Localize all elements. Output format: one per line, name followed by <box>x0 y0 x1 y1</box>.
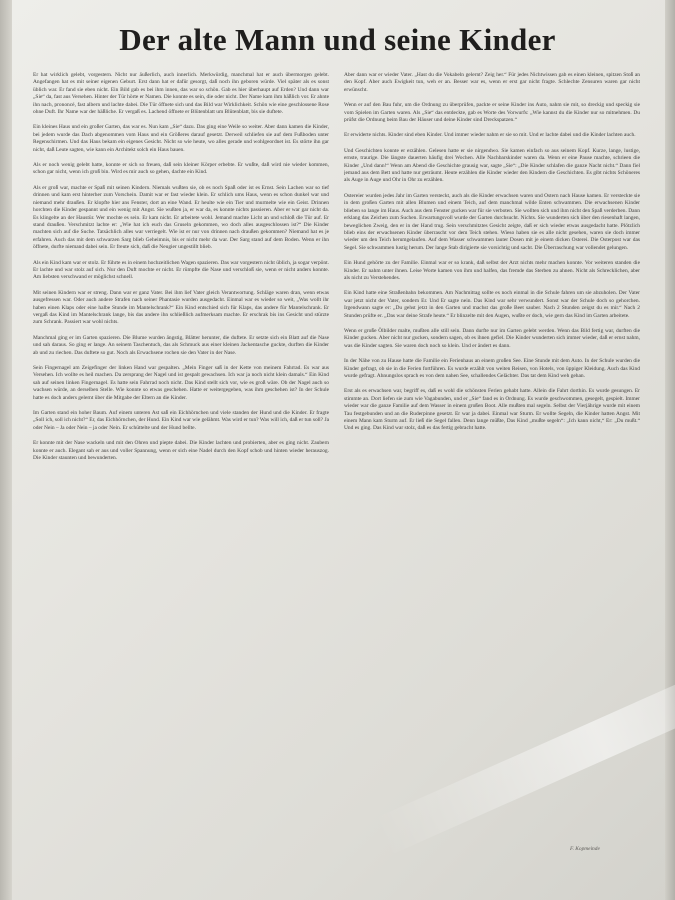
author-signature: F. Kopmeinde <box>570 846 600 852</box>
paragraph: Erst als es erwachsen war, begriff es, daß es wohl die schönsten Ferien gehabt hatte. Allein die Fahrt dorthin. Es wurde gesungen. Er stimmte an. Dort liefen sie zum wie Vagabunden, und er „Sie“ fand es in Ordnung. Es wurde geschwommen, gesegelt, gespielt. Immer wieder war die ganze Familie auf dem Wasser in einem großen Boot. Alle mußten mal segeln. Selbst der Vierjährige wurde mit einem Tau festgebunden und an die Ruderpinne gesetzt. Er war ja dabei. Einmal war Sturm. Er wollte Segeln, die Kinder hatten Angst. Mit einem Mann kam Sturm auf. Er ließ die Segel fallen. Denn lange müßte, Das Kind „mußte segeln“: „Ich kann nicht,“ Er: „Du mußt.“ Und es ging. Das Kind war stolz, daß es das fertig gebracht hatte. <box>344 388 640 432</box>
paragraph: In der Nähe von zu Hause hatte die Familie ein Ferienhaus an einem großen See. Eine Stunde mit dem Auto. In der Schule wurden die Kinder gefragt, ob sie in die Ferien fortführen. Es wurde erzählt von weiten Reisen, von Hotels, von üppiger Kleidung. Auch das Kind wurde gefragt. Ahnungslos sprach es von dem nahen See, schallendes Gelächter. Das tat dem Kind weh gehan. <box>344 358 640 379</box>
paragraph: Er hat wirklich gelebt, vorgestern. Nicht nur äußerlich, auch innerlich. Merkwürdig, manchmal hat er auch übermorgen gelebt. Angefangen hat es mit seiner eigenen Geburt. Erst dann hat er dafür gesorgt, daß noch ihn geboren würde. Viel später als es sonst üblich war. Er fand sie eben nicht. Ein Bild gab es bei ihm innen, das war so schön. Gab es hier überhaupt auf Erden? Und dann war „Sie“ da, fast aus Versehen. Hinter der Tür hörte er Namen. Die konnte es sein, die oder nicht. Der Name kam ihm häßlich vor. Er ahnte ihn nach, prononcé, fast albern und lachte dabei. Die Tür öffnete sich und das Bild war Wirklichkeit. Schön wie eine geschlossene Rose ohne Duft. Ihr Name war der häßliche. Er vergaß es. Lachend öffnete er Blütenblatt um Blütenblatt, bis sie duftete. <box>33 72 329 116</box>
paragraph: Er erwiderte nichts. Kinder sind eben Kinder. Und immer wieder nahm er sie so mit. Und er lachte dabei und die Kinder lachten auch. <box>344 132 636 139</box>
paragraph: Mit seinen Kindern war er streng. Dann war er ganz Vater. Bei ihm lief Vater gleich Verantwortung. Schläge waren dran, wenn etwas ausgefressen war. Oder auch andere Strafen nach seiner Phantasie wurden ausgedacht. Einmal war es wieder so weit, „Was wollt ihr haben einen Klaps oder eine halbe Stunde im Mantelschrank?“ Ein Kind entschied sich für Klaps, das andere für Mantelschrank. Er vergaß das Kind im Mantelschrank lange, bis das andere ihn schließlich aufmerksam machte. Er erschrak bis ins Gesicht und stürzte zum Schrank. Passiert war wohl nichts. <box>33 289 329 326</box>
right-edge-shadow <box>665 0 675 900</box>
paragraph: Im Garten stand ein hoher Baum. Auf einem unteren Ast saß ein Eichhörnchen und viele standen der Hund und die Kinder. Er fragte „Soll ich, soll ich nicht?“ Er, das Eichhörnchen, der Hund. Ein Kind war wie gelähmt. Was wird er tun? Was will ich, daß er tun soll? Ja oder Nein – Ja oder Nein – ja oder Nein. Er schüttelte und der Hund bellte. <box>33 410 329 431</box>
paragraph: Er konnte mit der Nase wackeln und mit den Ohren und piepte dabei. Die Kinder lachten und probierten, aber es ging nicht. Zaubern konnte er auch. Elegant sah er aus und voller Spannung, wenn er sich eine Nadel durch den Kopf schob und hinten wieder herauszog. Die Kinder staunten und bewunderten. <box>33 440 329 462</box>
paragraph: Wenn er große Ölbilder malte, mußten alle still sein. Dann durfte nur im Garten gelebt werden. Wenn das Bild fertig war, durften die Kinder gucken. Aber nicht nur gucken, sondern sagen, ob es ihnen gefiel. Die Kinder wunderten sich immer wieder, daß er ernst nahm, was die Kinder sagten. Sie waren doch noch so klein. Und er ändert es dann. <box>344 327 640 349</box>
paragraph: Ein kleines Haus und ein großer Garten, das war es. Nun kam „Sie“ dazu. Das ging eine Weile so weiter. Aber dann kamen die Kinder, bei jedem wurde das Dach abgenommen vom Haus und ein Größeres darauf gesetzt. Derweil schliefen sie auf dem Fußboden unter Regenschirmen. Und das Haus bekam ein eigenes Gesicht. Nicht so wie heute, wo alles gerade und wohlgeordnet ist. Es störte ihn gar nicht, daß Leute sagten, wie kann ein Architekt solch ein Haus bauen. <box>33 124 329 153</box>
paragraph: Wenn er auf den Bau fuhr, um die Ordnung zu überprüfen, packte er seine Kinder ins Auto, nahm sie mit, so dreckig und speckig sie vom Spielen im Garten waren. Als „Sie“ das entdeckte, gab es Worte des Vorwurfs: „Wie kannst du die Kinder nur so mitnehmen. Du prüfst die Ordnung beim Bau der Häuser und deine Kinder sind Dreckspatzen.“ <box>344 102 640 124</box>
paragraph: Als er noch wenig gelebt hatte, konnte er sich so freuen, daß sein kleiner Körper erbebte. Er wußte, daß wird nie wieder kommen, schon gar nicht, wenn ich groß bin. Wird es mir auch so gehen, dachte ein Kind. <box>33 162 329 176</box>
paragraph: Aber dann war er wieder Vater. „Hast du die Vokabeln gelernt? Zeig her.“ Für jedes Nichtwissen gab es einen kleinen, spitzen Stoß an den Kopf. Aber auch Ewigkeit tun, weh er an. Besser war es, wenn er erst gar nicht fragte. Schlechte Zensuren waren gar nicht erwünscht. <box>344 72 640 93</box>
paragraph: Ein Hund gehörte zu der Familie. Einmal war er so krank, daß selbst der Arzt nichts mehr machen konnte. Vor weiteren standen die Kinder. Er nahm unter ihnen. Leise Worte kamen von ihm und halfen, das fremde das Sterben zu ahnen. Nicht als Schrecklichen, aber als nicht zu Verstehendes. <box>344 260 640 281</box>
paragraph: Und Geschichten konnte er erzählen. Gelesen hatte er sie nirgendwo. Sie kamen einfach so aus seinem Kopf. Kurze, lange, lustige, ernste, traurige. Die längste dauerten häufig drei Wochen. Alle Nachbarskinder waren da. Wenn er eine Pause machte, schrieen die Kinder „Und dann!“ Wenn am Abend die Geschichte grausig war, sagte „Sie“: „Die Kinder schlafen die ganze Nacht nicht.“ Dann fiel jemand aus dem Bett und hatte nur geträumt. Heute erzählen die Kinder wieder den Kindern die Geschichten. Es gibt nichts Schöneres als Auge in Auge und Ohr in Ohr zu erzählen. <box>344 147 640 184</box>
paragraph: Als ein Kind kam war er stolz. Er führte es in einem hochzeitlichen Wagen spazieren. Das war vorgestern nicht üblich, ja sogar verpönt. Er lachte und war stolz auf sich. Nur den Duft mochte er nicht. Er rümpfte die Nase und verschloß sie, wenn er nicht anders konnte. Am liebsten verschwand er möglichst schnell. <box>33 259 329 281</box>
right-text-column <box>344 72 640 882</box>
paragraph: Als er groß war, machte er Spaß mit seinen Kindern. Niemals wußten sie, ob es noch Spaß oder ist es Ernst. Sein Lachen war so tief drinnen und kam erst hinterher zum Vorschein. Damit war er fast wieder klein. Er schlich ums Haus, wenn es schon dunkel war und niemand mehr draußen. Er klopfte hier ans Fenster, dort an eine Wand. Er heulte wie ein Tier und murmelte wie ein Geist. Drinnen horchten die Kinder gespannt und ein wenig mit Angst. Sie wußten ja, er war da, es konnte nichts passieren. Aber er war gar nicht da. Es klingelte an der Haustür. Wer mochte es sein. Er kam nicht. Er arbeitete wohl. Jemand machte Licht an und schloß die Tür auf. Er stand draußen. Verschmitzt lachte er: „Wie hat ich euch das Gruseln gekommen, wo doch alles ausgeschlossen ist?“ Die Kinder machten sich auf die Suche. Tatsächlich alles war verriegelt. Wie ist er nur von drinnen nach draußen gekommen? Niemand hat es je erfahren. Auch das mit dem schwarzen Sarg blieb Geheimnis, bis er nicht mehr da war. Der Sarg stand auf dem Boden. Wenn er ihn öffnete, durfte niemand dabei sein. Er freute sich, daß die Neugier ungestillt blieb. <box>33 184 329 251</box>
left-edge-shadow <box>0 0 12 900</box>
paragraph: Manchmal ging er im Garten spazieren. Die Blume wurden ängstig, Blätter herunter, die duftete. Er setzte sich ein Blatt auf die Nase und sah daraus. So ging er lange. An seinem Taschentuch, das als Schmuck aus einer kleinen Jackentasche guckte, durften die Kinder ab und zu riechen. Das duftete so gut. Noch als Erwachsene rochen sie den Vater in der Nase. <box>33 334 329 356</box>
paragraph: Ostereier wurden jedes Jahr im Garten versteckt, auch als die Kinder erwachsen waren und Ostern nach Hause kamen. Er versteckte sie in dem großen Garten mit allen Blumen und einem Teich, auf dem manchmal wilde Enten schwammen. Die erwachsenen Kinder blieben so lange im Haus. Auch aus dem Fenster gucken war für sie verboten. Sie wollten sich und ihm nicht den Spaß verderben. Dann erklang das Zeichen zum Suchen. Erwartungsvoll wurde der Garten durchsucht. Nichts. Sie wunderten sich über den riesenhaft langen, beweglichen Zweig, den er in der Hand trug. Sein verschmitztes Gesicht zeigte, daß er sich wieder etwas ausgedacht hatte. Plötzlich blieb eins der erwachsenen Kinder überrascht vor dem Teich stehen. Wieso haben sie es alle nicht gesehen, waren sie doch immer wieder um den Teich herumgelaufen. Auf dem Wasser schwammen lauter Dosen mit je einem dicken Osterei. Die Osterpost war das Segel. Sie schwammen lustig herum. Der lange Stab dirigierte sie vorsichtig und sacht. Die Überraschung war vollendet gelungen. <box>344 192 640 251</box>
left-text-column <box>33 72 329 882</box>
page-title: Der alte Mann und seine Kinder <box>119 22 556 57</box>
paragraph: Ein Kind hatte eine Straßenbahn bekommen. Am Nachmittag sollte es noch einmal in die Schule fahren um sie abzuholen. Der Vater war jetzt nicht der Vater, sondern Er. Und Er sagte nein. Das Kind war sehr verwundert. Sonst war der Schule doch so gehorchen. Irgendwann sagte er: „Du gehst jetzt in den Garten und machst das große Beet sauber. Nach 2 Stunden zeigst du es mir.“ Nach 2 Stunden prüfte er. „Das war deine Strafe heute.“ Er blinzelte mit den Augen, wußte er doch, wie gern das Kind im Garten arbeitete. <box>344 290 640 319</box>
paragraph: Sein Fingernagel am Zeigefinger der linken Hand war gespalten. „Mein Finger saß in der Kette von meinem Fahrrad. Es war aus Versehen. Ich wollte es heil machen. Da zersprang der Nagel und ist gespalt gewachsen. Ich war ja noch nicht klein damals.“ Ein Kind sah auf seinen linken Fingernagel. Es hatte sein Fahrrad noch nicht. Das Kind stellt sich vor, wie es groß wäre. Ob der Nagel auch so wachsen würde, an derselben Stelle. Wie konnte so etwas geschehen. Hatte er weitergegeben, was ihm geschehen ist? In der Schule hatte es doch anders gelernt über die Mitgabe der Eltern an die Kinder. <box>33 365 329 401</box>
